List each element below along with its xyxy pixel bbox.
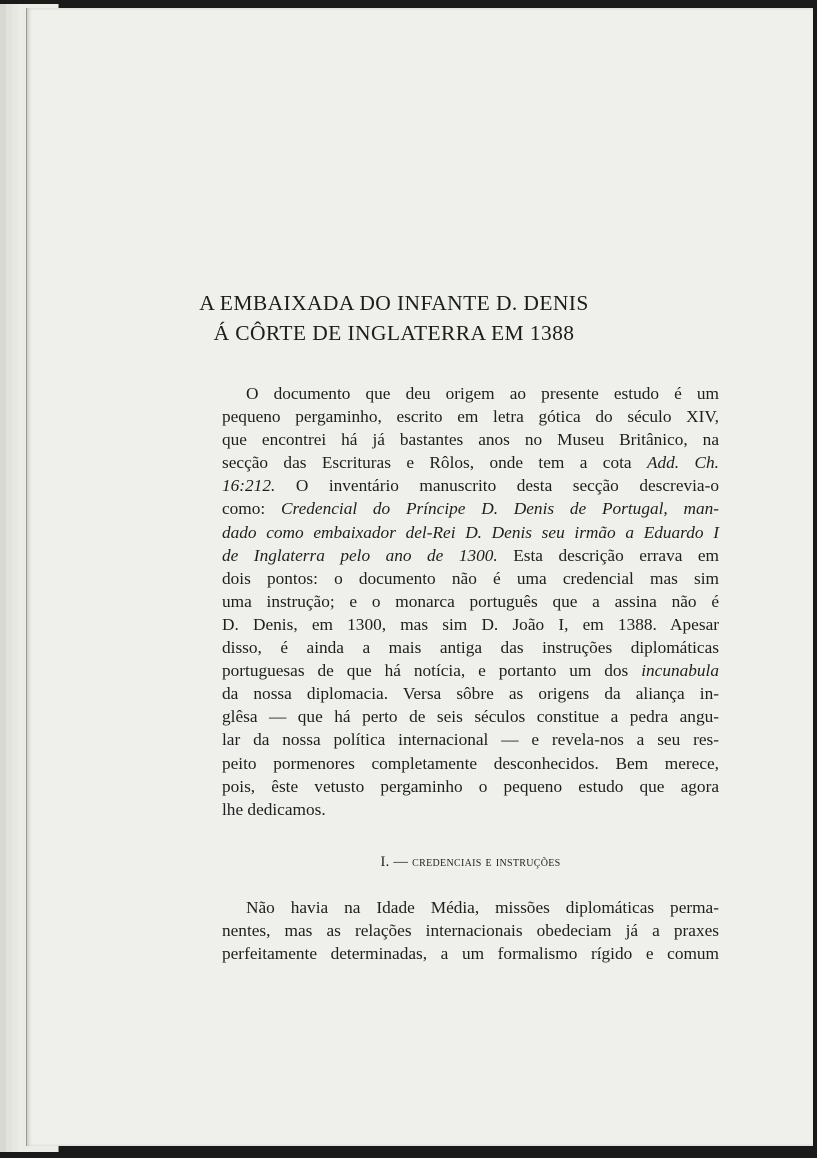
text-line: D. Denis, em 1300, mas sim D. João I, em 1388. Apesar: [222, 614, 719, 634]
text-line: disso, é ainda a mais antiga das instruções diplomáticas: [222, 638, 719, 658]
text-line: de Inglaterra pelo ano de 1300. Esta descrição errava em: [222, 545, 719, 565]
title-line-2: Á CÔRTE DE INGLATERRA EM 1388: [213, 321, 575, 345]
text-line: dois pontos: o documento não é uma credencial mas sim: [222, 568, 719, 588]
body-text: [222, 382, 719, 965]
title-line-1: A EMBAIXADA DO INFANTE D. DENIS: [199, 291, 589, 315]
text-line: pois, êste vetusto pergaminho o pequeno estudo que agora: [222, 776, 719, 796]
book-page: [26, 8, 813, 1146]
paragraph-2: [222, 896, 719, 965]
text-line: lar da nossa política internacional — e revela-nos a seu res-: [222, 730, 719, 750]
text-line: perfeitamente determinadas, a um formalismo rígido e comum: [222, 944, 719, 964]
text-line: nentes, mas as relações internacionais obedeciam já a praxes: [222, 920, 719, 940]
text-line: glêsa — que há perto de seis séculos constitue a pedra angu-: [222, 707, 719, 727]
section-title: credenciais e instruções: [412, 853, 561, 870]
text-line: portuguesas de que há notícia, e portanto um dos incunabula: [222, 661, 719, 681]
text-line: Não havia na Idade Média, missões diplomáticas perma-: [246, 897, 719, 917]
paragraph-1: [222, 382, 719, 821]
text-line: lhe dedicamos.: [222, 799, 326, 819]
text-line: que encontrei há já bastantes anos no Museu Britânico, na: [222, 430, 719, 450]
chapter-title: [1, 288, 787, 348]
text-line: peito pormenores completamente desconhecidos. Bem merece,: [222, 753, 719, 773]
text-line: da nossa diplomacia. Versa sôbre as origens da aliança in-: [222, 684, 719, 704]
text-line: 16:212. O inventário manuscrito desta secção descrevia-o: [222, 476, 719, 496]
text-line: dado como embaixador del-Rei D. Denis seu irmão a Eduardo I: [222, 522, 719, 542]
section-heading: [222, 851, 719, 874]
text-line: como: Credencial do Príncipe D. Denis de Portugal, man-: [222, 499, 720, 519]
text-line: O documento que deu origem ao presente estudo é um: [246, 384, 719, 403]
text-line: pequeno pergaminho, escrito em letra gótica do século XIV,: [222, 407, 719, 427]
section-number: I. —: [380, 853, 409, 870]
text-line: uma instrução; e o monarca português que a assina não é: [222, 591, 719, 611]
text-line: secção das Escrituras e Rôlos, onde tem a cota Add. Ch.: [222, 453, 720, 473]
